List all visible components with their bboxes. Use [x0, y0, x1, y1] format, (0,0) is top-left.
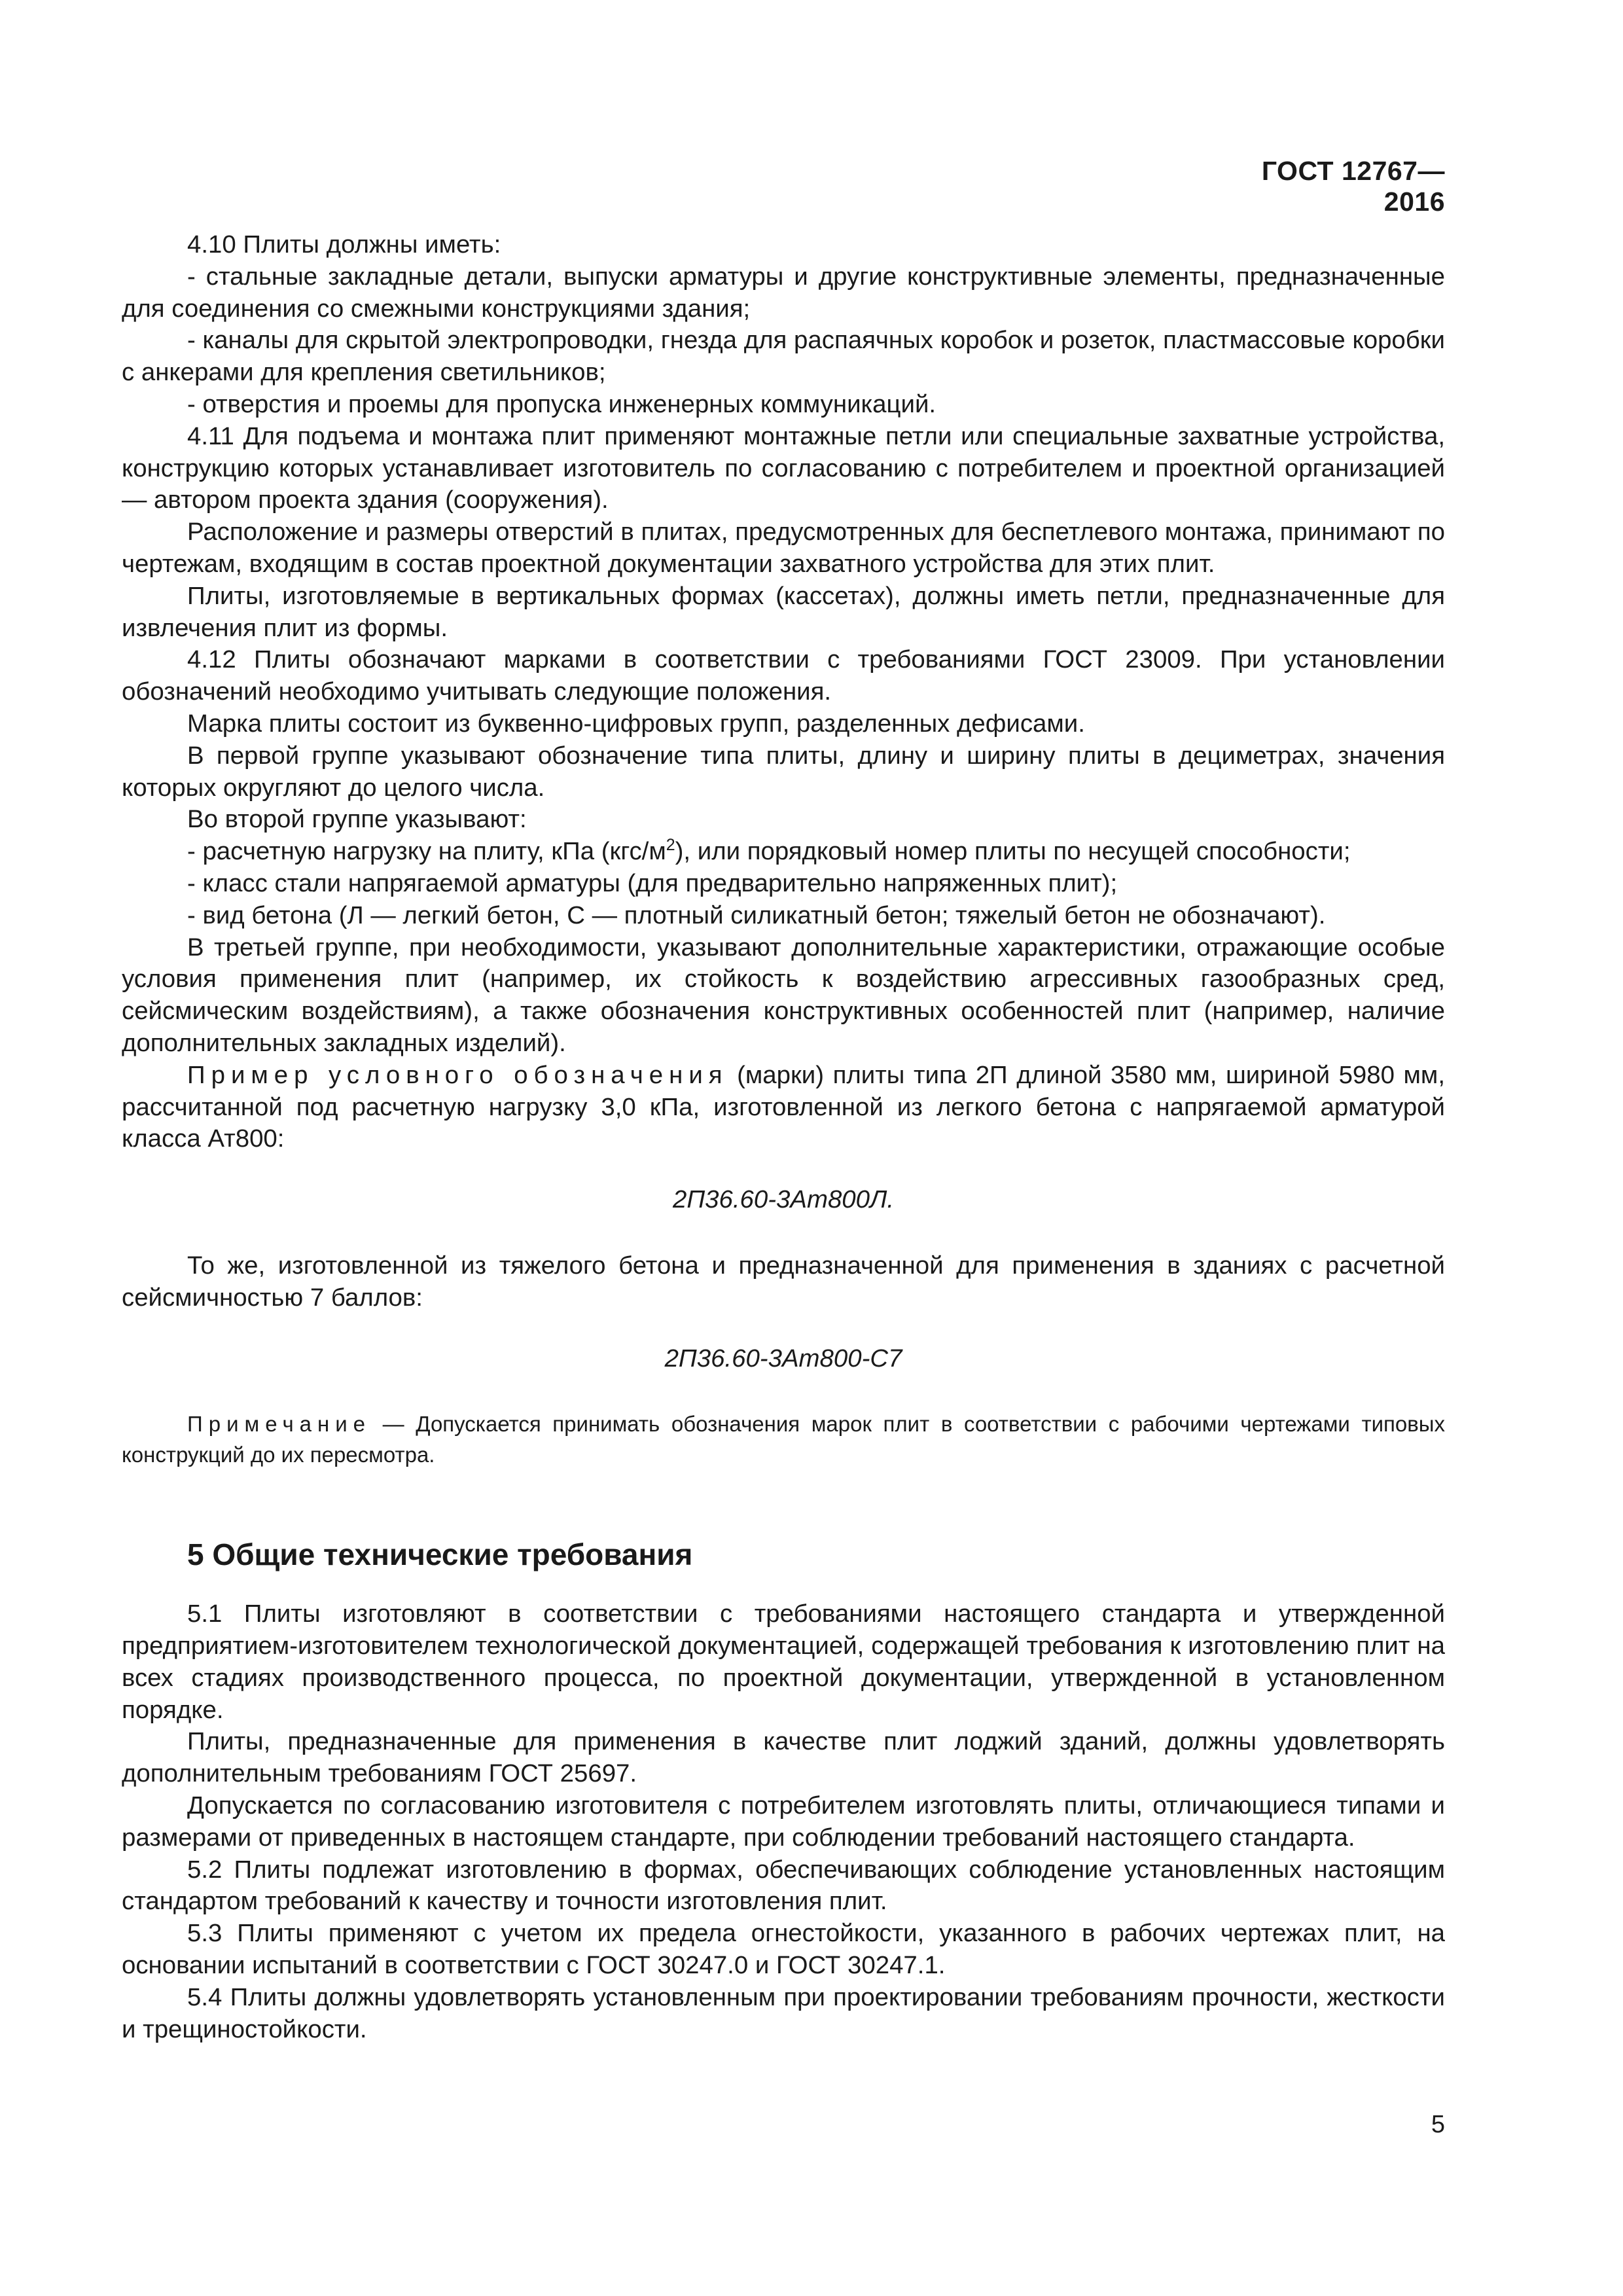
- paragraph-5-4: 5.4 Плиты должны удовлетворять установленным при проектировании требованиям прочности, жесткости и трещиностойкости.: [122, 1982, 1445, 2043]
- list-item: - класс стали напрягаемой арматуры (для предварительно напряженных плит);: [187, 869, 1118, 897]
- list-item-text: - расчетную нагрузку на плиту, кПа (кгс/м: [187, 837, 666, 866]
- list-item-text: ), или порядковый номер плиты по несущей способности;: [675, 837, 1351, 866]
- paragraph-5-2: 5.2 Плиты подлежат изготовлению в формах, обеспечивающих соблюдение установленных настоящим стандартом требований к качеству и точности изготовления плит.: [122, 1855, 1445, 1916]
- example-text: (марки) плиты типа 2П длиной 3580 мм, шириной 5980 мм, рассчитанной под расчетную нагрузку 3,0 кПа, изготовленной из легкого бетона с напрягаемой арматурой класса Ат800:: [122, 1060, 1445, 1153]
- list-item: - стальные закладные детали, выпуски арматуры и другие конструктивные элементы, предназначенные для соединения со смежными конструкциями здания;: [122, 262, 1445, 323]
- list-item: [122, 836, 1445, 868]
- designation-formula-1: 2П36.60-3Ат800Л.: [673, 1185, 894, 1214]
- paragraph: Во второй группе указывают:: [187, 805, 527, 834]
- paragraph: Плиты, предназначенные для применения в качестве плит лоджий зданий, должны удовлетворять дополнительным требованиям ГОСТ 25697.: [122, 1727, 1445, 1788]
- example-paragraph-2: То же, изготовленной из тяжелого бетона и предназначенной для применения в зданиях с расчетной сейсмичностью 7 баллов:: [122, 1251, 1445, 1312]
- paragraph-5-3: 5.3 Плиты применяют с учетом их предела огнестойкости, указанного в рабочих чертежах плит, на основании испытаний в соответствии с ГОСТ 30247.0 и ГОСТ 30247.1.: [122, 1919, 1445, 1980]
- designation-formula-2: 2П36.60-3Ат800-С7: [664, 1344, 902, 1372]
- example-label: Пример условного обозначения: [187, 1060, 728, 1089]
- note: [122, 1408, 1445, 1470]
- paragraph-4-10: 4.10 Плиты должны иметь:: [187, 230, 501, 259]
- page-number: 5: [1431, 2111, 1445, 2138]
- list-item: - вид бетона (Л — легкий бетон, С — плотный силикатный бетон; тяжелый бетон не обозначают).: [187, 901, 1326, 929]
- paragraph: В первой группе указывают обозначение типа плиты, длину и ширину плиты в дециметрах, значения которых округляют до целого числа.: [122, 741, 1445, 802]
- example-paragraph: [122, 1060, 1445, 1155]
- paragraph: Расположение и размеры отверстий в плитах, предусмотренных для беспетлевого монтажа, принимают по чертежам, входящим в состав проектной документации захватного устройства для этих плит.: [122, 518, 1445, 578]
- note-label: Примечание: [187, 1412, 372, 1437]
- document-body: [122, 229, 1445, 2045]
- paragraph: Допускается по согласованию изготовителя с потребителем изготовлять плиты, отличающиеся типами и размерами от приведенных в настоящем стандарте, при соблюдении требований настоящего стандарта.: [122, 1791, 1445, 1852]
- paragraph: В третьей группе, при необходимости, указывают дополнительные характеристики, отражающие особые условия применения плит (например, их стойкость к воздействию агрессивных газообразных сред, сейсмическим воздействиям), а также обозначения конструктивных особенностей плит (например, наличие дополнительных закладных изделий).: [122, 933, 1445, 1057]
- note-text: — Допускается принимать обозначения марок плит в соответствии с рабочими чертежами типовых конструкций до их пересмотра.: [122, 1412, 1445, 1467]
- paragraph: Плиты, изготовляемые в вертикальных формах (кассетах), должны иметь петли, предназначенные для извлечения плит из формы.: [122, 581, 1445, 642]
- document-header: ГОСТ 12767—2016: [1261, 156, 1445, 217]
- paragraph: Марка плиты состоит из буквенно-цифровых групп, разделенных дефисами.: [187, 709, 1085, 738]
- paragraph-4-11: 4.11 Для подъема и монтажа плит применяют монтажные петли или специальные захватные устройства, конструкцию которых устанавливает изготовитель по согласованию с потребителем и проектной организацией — автором проекта здания (сооружения).: [122, 422, 1445, 514]
- section-title: 5 Общие технические требования: [187, 1537, 693, 1572]
- list-item: - каналы для скрытой электропроводки, гнезда для распаячных коробок и розеток, пластмассовые коробки с анкерами для крепления светильников;: [122, 326, 1445, 387]
- paragraph-4-12: 4.12 Плиты обозначают марками в соответствии с требованиями ГОСТ 23009. При установлении обозначений необходимо учитывать следующие положения.: [122, 645, 1445, 706]
- paragraph-5-1: 5.1 Плиты изготовляют в соответствии с требованиями настоящего стандарта и утвержденной предприятием-изготовителем технологической документацией, содержащей требования к изготовлению плит на всех стадиях производственного процесса, по проектной документации, утвержденной в установленном порядке.: [122, 1600, 1445, 1724]
- superscript: 2: [666, 836, 675, 855]
- list-item: - отверстия и проемы для пропуска инженерных коммуникаций.: [187, 389, 936, 418]
